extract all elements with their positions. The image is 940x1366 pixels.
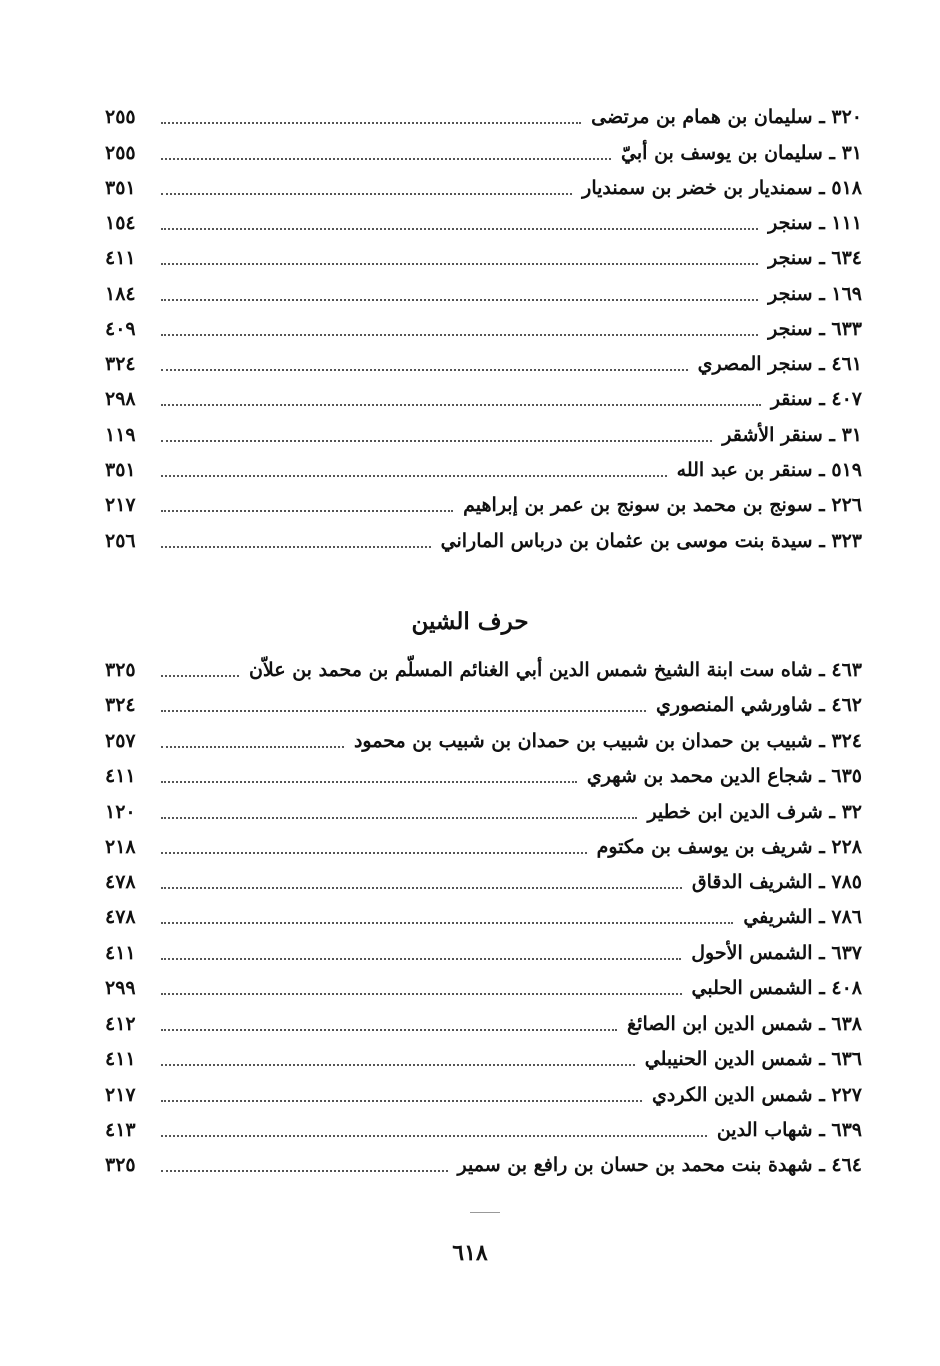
entry-page-number: ٣٢٥ — [105, 1154, 136, 1176]
dot-leader — [161, 121, 581, 124]
dot-leader — [161, 474, 667, 477]
entry-page-number: ٢٩٨ — [105, 388, 136, 410]
index-entry — [105, 938, 862, 968]
index-entry — [105, 1115, 862, 1145]
entry-name: ٧٨٦ ـ الشريفي — [743, 906, 862, 928]
entry-page-number: ٣٢٤ — [105, 353, 136, 375]
index-entry — [105, 867, 862, 897]
entry-page-number: ٢١٧ — [105, 494, 136, 516]
entry-name: ٣١ ـ سليمان بن يوسف بن أبيّ — [621, 142, 862, 164]
entry-name: ٦٣٦ ـ شمس الدين الحنيبلي — [644, 1048, 862, 1070]
entry-page-number: ٤١١ — [105, 765, 136, 787]
entry-name: ٦٣٨ ـ شمس الدين ابن الصائغ — [627, 1013, 862, 1035]
entry-page-number: ١٢٠ — [105, 801, 136, 823]
entry-page-number: ٣٥١ — [105, 459, 136, 481]
dot-leader — [161, 1099, 642, 1102]
index-entry — [105, 138, 862, 168]
index-entry — [105, 208, 862, 238]
index-entry — [105, 314, 862, 344]
entry-name: ٦٣٧ ـ الشمس الأحول — [691, 942, 862, 964]
dot-leader — [161, 227, 758, 230]
dot-leader — [161, 439, 712, 442]
entry-page-number: ١٨٤ — [105, 283, 136, 305]
entry-page-number: ١٥٤ — [105, 212, 136, 234]
entry-page-number: ٢٥٥ — [105, 106, 136, 128]
dot-leader — [161, 921, 733, 924]
entry-name: ٣١ ـ سنقر الأشقر — [722, 424, 862, 446]
index-entry — [105, 1044, 862, 1074]
entry-name: ٦٣٤ ـ سنجر — [768, 247, 862, 269]
index-entry — [105, 797, 862, 827]
entry-name: ٢٢٦ ـ سونج بن محمد بن سونج بن عمر بن إبراهيم — [463, 494, 862, 516]
entry-page-number: ٢١٨ — [105, 836, 136, 858]
dot-leader — [161, 333, 758, 336]
dot-leader — [161, 1169, 448, 1172]
dot-leader — [161, 992, 682, 995]
dot-leader — [161, 192, 572, 195]
index-entry — [105, 690, 862, 720]
entry-name: ٦٣٣ ـ سنجر — [768, 318, 862, 340]
entry-name: ٥١٨ ـ سمنديار بن خضر بن سمنديار — [582, 177, 862, 199]
entry-page-number: ٤١٣ — [105, 1119, 136, 1141]
section-heading: حرف الشين — [411, 608, 529, 635]
entry-page-number: ٢١٧ — [105, 1084, 136, 1106]
entry-name: ٣٢ ـ شرف الدين ابن خطير — [647, 801, 862, 823]
dot-leader — [161, 1028, 617, 1031]
index-entry — [105, 349, 862, 379]
entry-page-number: ٤١١ — [105, 942, 136, 964]
entry-name: ٦٣٩ ـ شهاب الدين — [716, 1119, 862, 1141]
dot-leader — [161, 262, 758, 265]
entry-page-number: ٢٥٧ — [105, 730, 136, 752]
index-entry — [105, 102, 862, 132]
entry-name: ٥١٩ ـ سنقر بن عبد الله — [676, 459, 862, 481]
index-entry — [105, 973, 862, 1003]
dot-leader — [161, 709, 646, 712]
dot-leader — [161, 745, 344, 748]
dot-leader — [161, 298, 758, 301]
entry-page-number: ٤٧٨ — [105, 871, 136, 893]
entry-page-number: ٣٥١ — [105, 177, 136, 199]
entry-page-number: ٢٥٥ — [105, 142, 136, 164]
index-entry — [105, 655, 862, 685]
entry-page-number: ٢٥٦ — [105, 530, 136, 552]
entry-name: ٣٢٠ ـ سليمان بن همام بن مرتضى — [591, 106, 862, 128]
entry-name: ٣٢٤ ـ شبيب بن حمدان بن شبيب بن حمدان بن شبيب بن محمود — [353, 730, 862, 752]
index-entry — [105, 832, 862, 862]
entry-name: ٢٢٨ ـ شريف بن يوسف بن مكتوم — [596, 836, 862, 858]
entry-page-number: ٤٧٨ — [105, 906, 136, 928]
index-entry — [105, 173, 862, 203]
index-entry — [105, 761, 862, 791]
divider-rule — [470, 1212, 500, 1213]
index-entry — [105, 1009, 862, 1039]
dot-leader — [161, 780, 577, 783]
dot-leader — [161, 545, 431, 548]
entry-page-number: ٣٢٤ — [105, 694, 136, 716]
entry-name: ٤٠٨ ـ الشمس الحلبي — [691, 977, 862, 999]
dot-leader — [161, 1134, 707, 1137]
dot-leader — [161, 403, 761, 406]
dot-leader — [161, 157, 611, 160]
entry-page-number: ٢٩٩ — [105, 977, 136, 999]
index-entry — [105, 726, 862, 756]
dot-leader — [161, 957, 681, 960]
dot-leader — [161, 816, 637, 819]
index-entry — [105, 384, 862, 414]
entry-name: ٤٦٤ ـ شهدة بنت محمد بن حسان بن رافع بن سمير — [457, 1154, 862, 1176]
entry-name: ٤٠٧ ـ سنقر — [770, 388, 862, 410]
entry-page-number: ٤١١ — [105, 247, 136, 269]
index-entry — [105, 420, 862, 450]
index-entry — [105, 1150, 862, 1180]
index-entry — [105, 526, 862, 556]
entry-page-number: ٤١١ — [105, 1048, 136, 1070]
dot-leader — [161, 368, 688, 371]
index-entry — [105, 243, 862, 273]
page-number: ٦١٨ — [452, 1240, 488, 1266]
entry-name: ١٦٩ ـ سنجر — [768, 283, 862, 305]
entry-name: ٤٦١ ـ سنجر المصري — [697, 353, 862, 375]
index-entry — [105, 455, 862, 485]
entry-name: ٦٣٥ ـ شجاع الدين محمد بن شهري — [586, 765, 862, 787]
entry-name: ٤٦٣ ـ شاه ست ابنة الشيخ شمس الدين أبي الغنائم المسلّم بن محمد بن علاّن — [248, 659, 862, 681]
entry-page-number: ٤٠٩ — [105, 318, 136, 340]
index-entry — [105, 490, 862, 520]
entry-page-number: ٣٢٥ — [105, 659, 136, 681]
dot-leader — [161, 851, 587, 854]
entry-name: ١١١ ـ سنجر — [768, 212, 862, 234]
entry-name: ٣٢٣ ـ سيدة بنت موسى بن عثمان بن درباس الماراني — [440, 530, 862, 552]
index-entry — [105, 1080, 862, 1110]
dot-leader — [161, 1063, 635, 1066]
index-entry — [105, 279, 862, 309]
entry-name: ٢٢٧ ـ شمس الدين الكردي — [652, 1084, 862, 1106]
entry-name: ٧٨٥ ـ الشريف الدقاق — [691, 871, 862, 893]
index-entry — [105, 902, 862, 932]
entry-page-number: ١١٩ — [105, 424, 136, 446]
dot-leader — [161, 886, 682, 889]
entry-name: ٤٦٢ ـ شاورشي المنصوري — [656, 694, 862, 716]
dot-leader — [161, 509, 453, 512]
dot-leader — [161, 674, 239, 677]
entry-page-number: ٤١٢ — [105, 1013, 136, 1035]
